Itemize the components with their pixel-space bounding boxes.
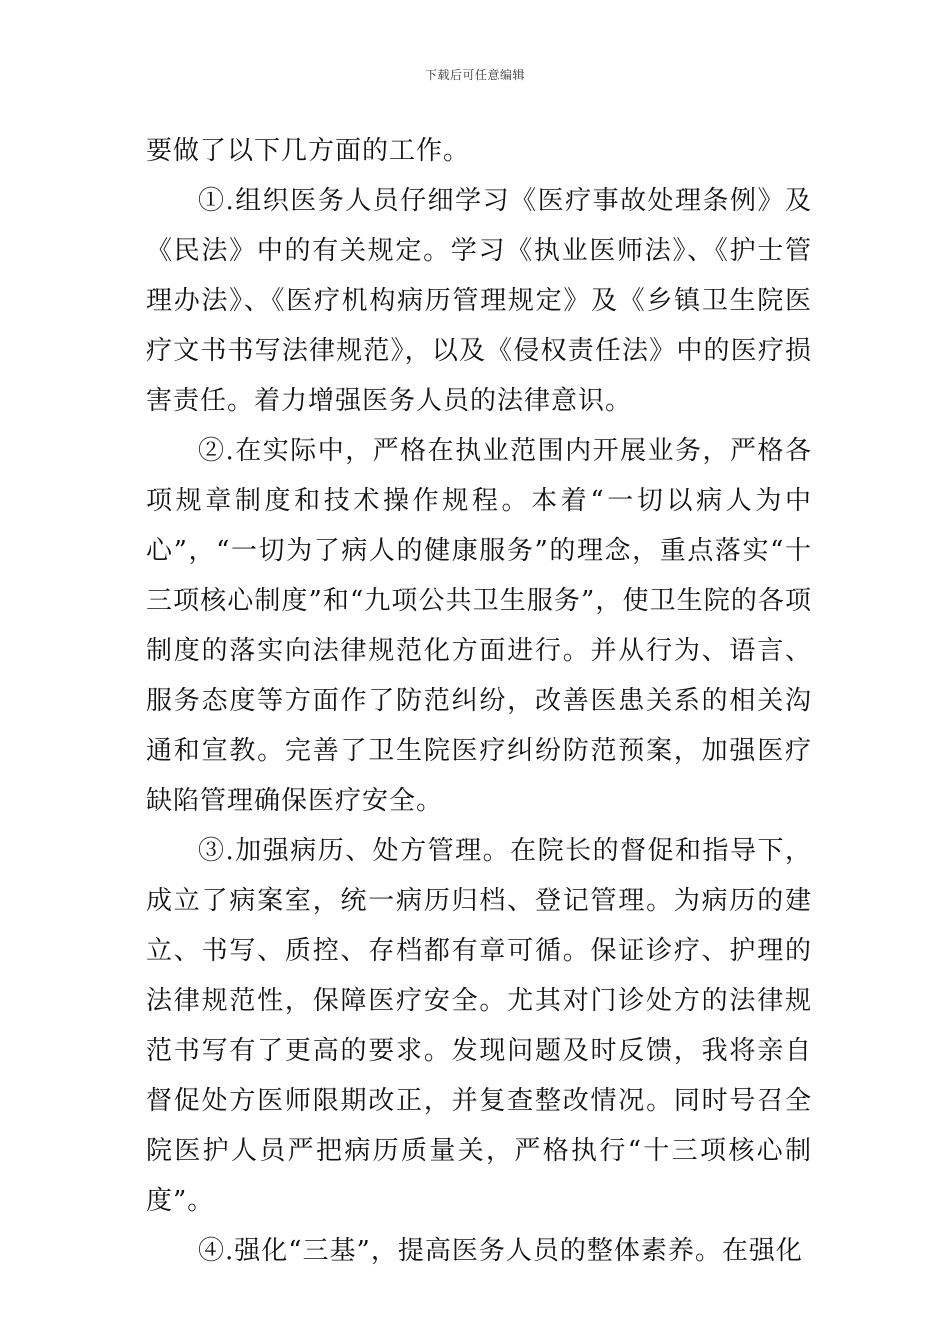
paragraph-item-2: ②.在实际中，严格在执业范围内开展业务，严格各项规章制度和技术操作规程。本着“一切以病人为中心”，“一切为了病人的健康服务”的理念，重点落实“十三项核心制度”和“九项公共卫生服务”，使卫生院的各项制度的落实向法律规范化方面进行。并从行为、语言、服务态度等方面作了防范纠纷，改善医患关系的相关沟通和宣教。完善了卫生院医疗纠纷防范预案，加强医疗缺陷管理确保医疗安全。 — [146, 436, 812, 816]
paragraph-item-3: ③.加强病历、处方管理。在院长的督促和指导下，成立了病案室，统一病历归档、登记管理。为病历的建立、书写、质控、存档都有章可循。保证诊疗、护理的法律规范性，保障医疗安全。尤其对门诊处方的法律规范书写有了更高的要求。发现问题及时反馈，我将亲自督促处方医师限期改正，并复查整改情况。同时号召全院医护人员严把病历质量关，严格执行“十三项核心制度”。 — [146, 836, 812, 1216]
document-body — [146, 126, 812, 1276]
paragraph-item-1: ①.组织医务人员仔细学习《医疗事故处理条例》及《民法》中的有关规定。学习《执业医师法》、《护士管理办法》、《医疗机构病历管理规定》及《乡镇卫生院医疗文书书写法律规范》，以及《侵权责任法》中的医疗损害责任。着力增强医务人员的法律意识。 — [146, 186, 812, 416]
paragraph-item-4: ④.强化“三基”，提高医务人员的整体素养。在强化 — [198, 1236, 803, 1266]
paragraph-continuation: 要做了以下几方面的工作。 — [146, 136, 471, 166]
page-header-note: 下载后可任意编辑 — [424, 68, 525, 82]
